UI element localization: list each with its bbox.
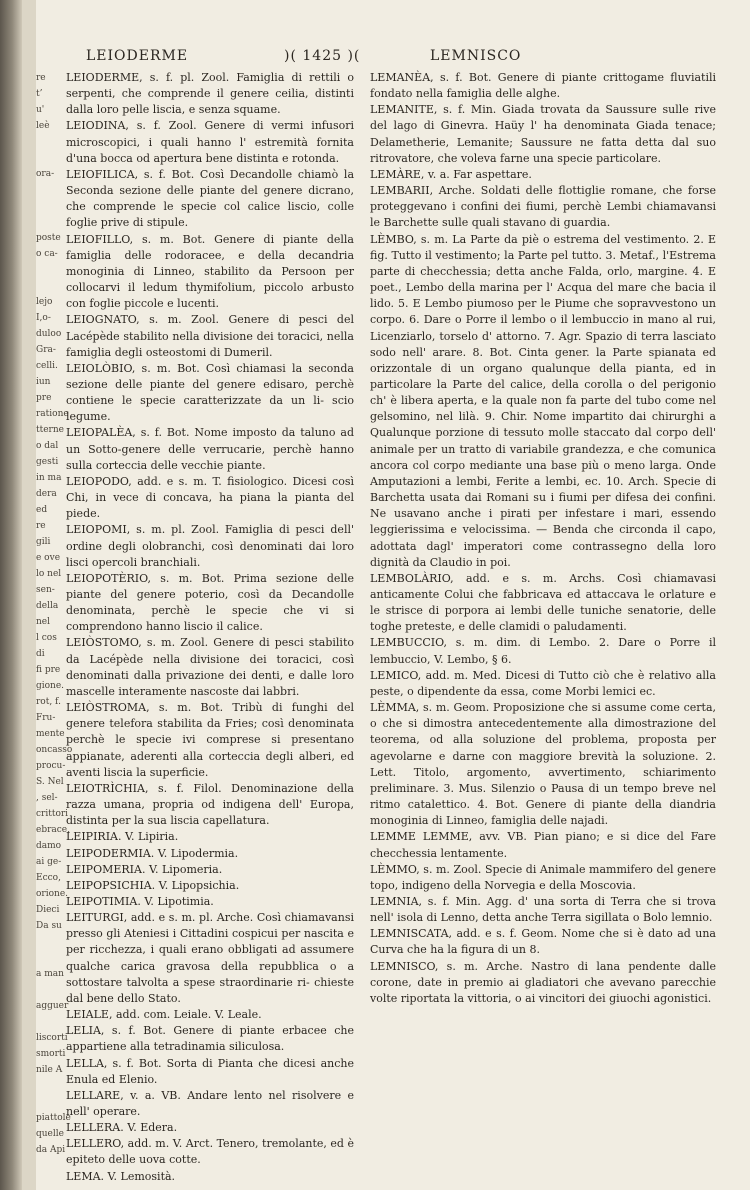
margin-fragment	[36, 150, 64, 166]
dictionary-entry: LÈMBO, s. m. La Parte da piè o estrema del vestimento. 2. E fig. Tutto il vestimento; la Parte pel tutto. 3. Metaf., l'Estrema parte di checchessia; detta anche Falda, orlo, margine. 4. E poet., Lembo della marina per l' Acqua del mare che bacia il lido. 5. E Lembo piumoso per le Piume che sopravvestono un corpo. 6. Dare o Porre il lembo o il lembuccio in mano al rui, Licenziarlo, torselo d' attorno. 7. Agr. Spazio di terra lasciato sodo nell' arare. 8. Bot. Cinta gener. la Parte spianata ed orizzontale di un organo qualunque della pianta, ed in particolare la Parte del calice, della corolla o del perigonio ch' è libera aperta, e la quale non fa parte del tubo come nel gelsomino, nel lilà. 9. Chir. Nome impartito dai chirurghi a Qualunque porzione di tessuto molle staccato dal corpo dell' animale per un tratto di variabile grandezza, e che comunica ancora col corpo mediante una base più o meno larga. Onde Amputazioni a lembi, Ferite a lembi, ec. 10. Arch. Specie di Barchetta usata dai Romani su i fiumi per difesa dei confini. Ne usavano anche i pirati per infestare i mari, essendo leggierissima e velocissima. — Benda che circonda il capo, adottata dagl' imperatori come contrassegno della loro dignità da Claudio in poi.	[370, 232, 716, 569]
dictionary-entry: LEMA. V. Lemosità.	[66, 1169, 176, 1183]
dictionary-entry: LEIOGNATO, s. m. Zool. Genere di pesci del Lacépède stabilito nella divisione dei toracici, nella famiglia degli osteostomi di Dumeril.	[66, 313, 354, 359]
dictionary-entry: LEMANITE, s. f. Min. Giada trovata da Saussure sulle rive del lago di Ginevra. Haüy l' ha denominata Giada tenace; Delametherie, Lemanite; Saussure ne fatta detta dal suo ritrovatore, che voleva farne una specie particolare.	[370, 103, 716, 165]
margin-fragment: crittori	[36, 809, 69, 819]
margin-fragment: Gra-	[36, 345, 56, 355]
margin-fragment: I,o-	[36, 313, 51, 323]
margin-fragment: in ma	[36, 473, 62, 483]
dictionary-entry: LEITURGI, add. e s. m. pl. Arche. Così chiamavansi presso gli Ateniesi i Cittadini cospicui per nascita e per ricchezza, i quali erano obbligati ad assumere qualche carica gravosa della repubblica o a sottostare talvolta a spese straordinarie ri- chieste dal bene dello Stato.	[66, 911, 354, 1005]
dictionary-entry: LEIPODERMIA. V. Lipodermia.	[66, 846, 239, 860]
dictionary-entry: LEIOPODO, add. e s. m. T. fisiologico. Dicesi così Chi, in vece di concava, ha piana la pianta del piede.	[66, 474, 354, 521]
dictionary-entry: LEIPOMERIA. V. Lipomeria.	[66, 862, 223, 876]
dictionary-entry: LELLERO, add. m. V. Arct. Tenero, tremolante, ed è epiteto delle uova cotte.	[66, 1137, 354, 1167]
dictionary-entry: LEIPOPSICHIA. V. Lipopsichia.	[66, 878, 240, 892]
margin-fragment: u'	[36, 105, 45, 115]
dictionary-entry: LEIOPALÈA, s. f. Bot. Nome imposto da taluno ad un Sotto-genere delle verrucarie, perchè hanno sulla corteccia delle vecchie piante.	[66, 426, 354, 472]
margin-fragment: re	[36, 73, 46, 83]
margin-fragment: rot, f.	[36, 697, 61, 707]
dictionary-entry: LEMBUCCIO, s. m. dim. di Lembo. 2. Dare o Porre il lembuccio, V. Lembo, § 6.	[370, 636, 716, 666]
margin-fragment: iun	[36, 377, 51, 387]
margin-fragment	[36, 982, 64, 998]
dictionary-entry: LEIOPOMI, s. m. pl. Zool. Famiglia di pesci dell' ordine degli olobranchi, così denominati dai loro lisci opercoli branchiali.	[66, 523, 354, 569]
margin-fragment: ratione	[36, 409, 69, 419]
header-left-word: LEIODERME	[86, 48, 189, 64]
margin-fragment	[36, 262, 64, 278]
margin-fragment	[36, 182, 64, 198]
margin-fragment: smorti	[36, 1049, 66, 1059]
dictionary-entry: LEMME LEMME, avv. VB. Pian piano; e si dice del Fare checchessia lentamente.	[370, 830, 716, 860]
margin-fragment: procu-	[36, 761, 66, 771]
dictionary-entry: LÈMMA, s. m. Geom. Proposizione che si assume come certa, o che si dimostra antecedentemente alla dimostrazione del teorema, od alla soluzione del problema, proposta per agevolarne e darne con maggiore brevità la soluzione. 2. Lett. Titolo, argomento, avvertimento, schiarimento preliminare. 3. Mus. Silenzio o Pausa di un tempo breve nel ritmo catalettico. 4. Bot. Genere di piante della diandria monoginia di Linneo, famiglia delle najadi.	[370, 701, 716, 828]
page-number: )( 1425 )(	[284, 48, 361, 64]
margin-fragment: lejo	[36, 297, 53, 307]
header-right-word: LEMNISCO	[430, 48, 522, 64]
margin-fragment	[36, 1094, 64, 1110]
margin-fragment: S. Nel	[36, 777, 64, 787]
margin-fragment: piattole	[36, 1113, 71, 1123]
dictionary-entry: LEIOTRÌCHIA, s. f. Filol. Denominazione della razza umana, propria od indigena dell' Europa, distinta per la sua liscia capellatura.	[66, 781, 354, 828]
margin-fragment: pre	[36, 393, 52, 403]
dictionary-entry: LEMBARII, Arche. Soldati delle flottiglie romane, che forse proteggevano i confini dei fiumi, perchè Lembi chiamavansi le Barchette sulle quali stavano di guardia.	[370, 184, 716, 230]
book-gutter	[0, 0, 22, 1190]
margin-fragment: Da su	[36, 921, 62, 931]
dictionary-entry: LEIÒSTROMA, s. m. Bot. Tribù di funghi del genere telefora stabilita da Fries; così denominata perchè le specie ivi comprese si presentano appianate, aderenti alla corteccia degli alberi, ed aventi liscia la superficie.	[66, 701, 354, 779]
dictionary-entry: LEMNISCO, s. m. Arche. Nastro di lana pendente dalle corone, date in premio ai gladiatori che avevano parecchie volte riportata la vittoria, o ai vincitori dei giuochi agonistici.	[370, 959, 716, 1005]
margin-fragment: poste	[36, 233, 61, 243]
margin-fragment: , sel-	[36, 793, 58, 803]
margin-fragment: gili	[36, 537, 51, 547]
margin-fragment: ebrace,	[36, 825, 70, 835]
dictionary-entry: LEIPOTIMIA. V. Lipotimia.	[66, 894, 214, 908]
margin-fragment	[36, 198, 64, 214]
margin-fragment: t’	[36, 89, 43, 99]
margin-fragment	[36, 134, 64, 150]
margin-fragment: nel	[36, 617, 51, 627]
dictionary-entry: LEIOLÒBIO, s. m. Bot. Così chiamasi la seconda sezione delle piante del genere edisaro, perchè contiene le specie caratterizzate da un li- scio legume.	[66, 361, 354, 424]
running-header	[36, 48, 750, 68]
left-margin-fragments	[36, 70, 73, 1158]
previous-page-edge	[22, 0, 37, 1190]
dictionary-entry: LEIPIRIA. V. Lipiria.	[66, 830, 179, 844]
margin-fragment	[36, 214, 64, 230]
dictionary-entry: LEIALE, add. com. Leiale. V. Leale.	[66, 1008, 262, 1022]
dictionary-entry: LEMBOLÀRIO, add. e s. m. Archs. Così chiamavasi anticamente Colui che fabbricava ed attaccava le orlature e le strisce di porpora ai lembi delle tuniche senatorie, delle toghe preteste, e delle clamidi o paludamenti.	[370, 571, 716, 634]
left-column	[66, 70, 354, 1185]
margin-fragment: o ca-	[36, 249, 58, 259]
margin-fragment: mente	[36, 729, 65, 739]
margin-fragment: agguer	[36, 1001, 69, 1011]
margin-fragment: oncasso	[36, 745, 73, 755]
dictionary-entry: LEIODINA, s. f. Zool. Genere di vermi infusori microscopici, i quali hanno l' estremità fornita d'una bocca od apertura bene distinta e rotonda.	[66, 119, 354, 165]
dictionary-entry: LEMNIA, s. f. Min. Agg. d' una sorta di Terra che si trova nell' isola di Lenno, detta anche Terra sigillata o Bolo lemnio.	[370, 894, 716, 925]
dictionary-entry: LÈMMO, s. m. Zool. Specie di Animale mammifero del genere topo, indigeno della Norvegia e della Moscovia.	[370, 862, 716, 892]
dictionary-entry: LEMÀRE, v. a. Far aspettare.	[370, 167, 532, 181]
dictionary-entry: LELLA, s. f. Bot. Sorta di Pianta che dicesi anche Enula ed Elenio.	[66, 1056, 354, 1086]
margin-fragment: Ecco,	[36, 873, 61, 883]
dictionary-entry: LEIOFILLO, s. m. Bot. Genere di piante della famiglia delle rodoracee, e della decandria monoginia di Linneo, stabilito da Persoon per collocarvi il ledum thymifolium, piccolo arbusto con foglie piccole e lucenti.	[66, 232, 354, 311]
margin-fragment: Fru-	[36, 713, 56, 723]
margin-fragment: duloo	[36, 329, 62, 339]
dictionary-entry: LEIODERME, s. f. pl. Zool. Famiglia di rettili o serpenti, che comprende il genere ceilia, distinti dalla loro pelle liscia, e senza squame.	[66, 71, 354, 117]
margin-fragment: della	[36, 601, 59, 611]
margin-fragment: liscorti	[36, 1033, 68, 1043]
margin-fragment: orione.	[36, 889, 69, 899]
margin-fragment: di	[36, 649, 45, 659]
margin-fragment: re	[36, 521, 46, 531]
margin-fragment: dera	[36, 489, 57, 499]
margin-fragment	[36, 934, 64, 950]
margin-fragment	[36, 278, 64, 294]
margin-fragment: ai ge-	[36, 857, 62, 867]
dictionary-entry: LEMNISCATA, add. e s. f. Geom. Nome che si è dato ad una Curva che ha la figura di un 8.	[370, 927, 716, 957]
margin-fragment: da Api	[36, 1145, 66, 1155]
margin-fragment: nile A	[36, 1065, 63, 1075]
margin-fragment: gione.	[36, 681, 65, 691]
margin-fragment: tterne	[36, 425, 64, 435]
margin-fragment: gesti	[36, 457, 59, 467]
margin-fragment	[36, 1014, 64, 1030]
margin-fragment: a man	[36, 969, 64, 979]
margin-fragment: o dal	[36, 441, 59, 451]
margin-fragment: celli.	[36, 361, 58, 371]
dictionary-entry: LELIA, s. f. Bot. Genere di piante erbacee che appartiene alla tetradinamia siliculosa.	[66, 1024, 354, 1054]
dictionary-entry: LEMANÈA, s. f. Bot. Genere di piante crittogame fluviatili fondato nella famiglia delle alghe.	[370, 71, 716, 101]
margin-fragment: sen-	[36, 585, 55, 595]
margin-fragment: leè	[36, 121, 50, 131]
right-column	[370, 70, 716, 1007]
margin-fragment: l cos	[36, 633, 57, 643]
dictionary-entry: LELLERA. V. Edera.	[66, 1121, 178, 1135]
dictionary-entry: LEIÒSTOMO, s. m. Zool. Genere di pesci stabilito da Lacépède nella divisione dei toracici, così denominati dalla privazione dei denti, e dalle loro mascelle interamente nascoste dai labbri.	[66, 636, 354, 698]
margin-fragment: e ove	[36, 553, 61, 563]
margin-fragment: damo	[36, 841, 62, 851]
margin-fragment: quelle	[36, 1129, 64, 1139]
margin-fragment: lo nel	[36, 569, 62, 579]
margin-fragment: fi pre	[36, 665, 61, 675]
margin-fragment	[36, 950, 64, 966]
margin-fragment: Dieci	[36, 905, 60, 915]
margin-fragment	[36, 1078, 64, 1094]
dictionary-entry: LELLARE, v. a. VB. Andare lento nel risolvere e nell' operare.	[66, 1088, 354, 1118]
dictionary-entry: LEIOFILICA, s. f. Bot. Così Decandolle chiamò la Seconda sezione delle piante del genere dicrano, che comprende le specie col calice liscio, colle foglie prive di stipule.	[66, 167, 354, 230]
margin-fragment: ed	[36, 505, 48, 515]
margin-fragment: ora-	[36, 169, 55, 179]
dictionary-entry: LEIOPOTÈRIO, s. m. Bot. Prima sezione delle piante del genere poterio, così da Decandolle denominata, perchè le specie che vi si comprendono hanno liscio il calice.	[66, 571, 354, 634]
dictionary-entry: LEMICO, add. m. Med. Dicesi di Tutto ciò che è relativo alla peste, o dipendente da essa, come Morbi lemici ec.	[370, 668, 716, 698]
